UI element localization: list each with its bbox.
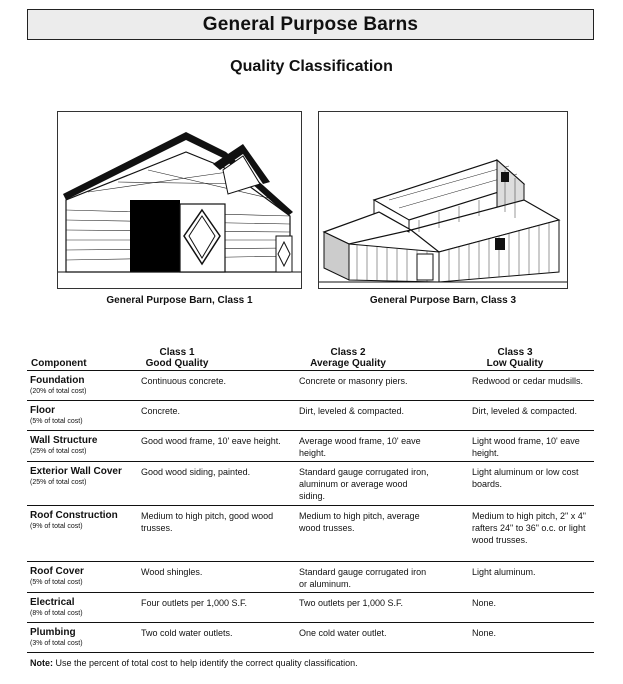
table-row xyxy=(27,622,594,652)
footnote xyxy=(30,658,358,668)
row-component: Roof Construction xyxy=(30,510,118,521)
row-class-2: Standard gauge corrugated iron, aluminum or average wood siding. xyxy=(299,467,429,501)
header-class-1-quality: Good Quality xyxy=(145,358,209,369)
row-class-2: One cold water outlet. xyxy=(299,628,387,638)
table-bottom-rule xyxy=(27,652,594,653)
header-class-3 xyxy=(460,347,570,369)
row-cost-pct: (8% of total cost) xyxy=(30,609,83,617)
header-class-3-name: Class 3 xyxy=(497,347,533,358)
footnote-text: Use the percent of total cost to help identify the correct quality classification. xyxy=(55,658,358,668)
page-title: General Purpose Barns xyxy=(202,13,419,35)
table-row xyxy=(27,461,594,505)
row-class-3: Medium to high pitch, 2" x 4" rafters 24" to 36" o.c. or light wood trusses. xyxy=(472,511,586,545)
barn-class-1-illustration xyxy=(57,111,302,289)
row-component: Floor xyxy=(30,405,55,416)
barn-class-1-caption: General Purpose Barn, Class 1 xyxy=(106,295,253,306)
row-class-2: Dirt, leveled & compacted. xyxy=(299,406,405,416)
header-class-1 xyxy=(122,347,232,369)
row-class-2: Medium to high pitch, average wood trusses. xyxy=(299,511,420,533)
header-class-2-name: Class 2 xyxy=(330,347,366,358)
row-class-3: Light aluminum or low cost boards. xyxy=(472,467,579,489)
table-row xyxy=(27,592,594,622)
row-component: Plumbing xyxy=(30,627,76,638)
row-class-3: None. xyxy=(472,598,497,608)
table-row xyxy=(27,505,594,561)
row-class-1: Good wood frame, 10' eave height. xyxy=(141,436,281,446)
row-class-2: Concrete or masonry piers. xyxy=(299,376,408,386)
table-row xyxy=(27,400,594,430)
table-row xyxy=(27,430,594,461)
header-class-2 xyxy=(293,347,403,369)
header-class-1-name: Class 1 xyxy=(159,347,195,358)
header-component: Component xyxy=(31,358,87,369)
row-class-2: Standard gauge corrugated iron or aluminum. xyxy=(299,567,427,589)
row-class-1: Four outlets per 1,000 S.F. xyxy=(141,598,248,608)
row-component: Electrical xyxy=(30,597,75,608)
row-cost-pct: (20% of total cost) xyxy=(30,387,87,395)
barn-class-3-caption: General Purpose Barn, Class 3 xyxy=(369,295,517,306)
row-class-2: Average wood frame, 10' eave height. xyxy=(299,436,421,458)
row-class-1: Continuous concrete. xyxy=(141,376,227,386)
row-component: Foundation xyxy=(30,375,85,386)
row-class-1: Medium to high pitch, good wood trusses. xyxy=(141,511,274,533)
row-class-1: Good wood siding, painted. xyxy=(141,467,251,477)
row-class-1: Concrete. xyxy=(141,406,181,416)
row-cost-pct: (25% of total cost) xyxy=(30,478,87,486)
row-class-1: Wood shingles. xyxy=(141,567,203,577)
table-row xyxy=(27,370,594,400)
page-subtitle: Quality Classification xyxy=(230,58,393,75)
row-class-2: Two outlets per 1,000 S.F. xyxy=(299,598,404,608)
header-class-2-quality: Average Quality xyxy=(310,358,386,369)
page-title-box xyxy=(27,9,594,40)
row-class-3: Light wood frame, 10' eave height. xyxy=(472,436,580,458)
row-cost-pct: (5% of total cost) xyxy=(30,578,83,586)
row-cost-pct: (3% of total cost) xyxy=(30,639,83,647)
row-class-3: Light aluminum. xyxy=(472,567,536,577)
barn-class-3-illustration xyxy=(318,111,568,289)
footnote-label: Note: xyxy=(30,658,53,668)
row-class-3: Redwood or cedar mudsills. xyxy=(472,376,584,386)
row-cost-pct: (25% of total cost) xyxy=(30,447,87,455)
row-component: Roof Cover xyxy=(30,566,84,577)
row-component: Wall Structure xyxy=(30,435,98,446)
row-class-3: Dirt, leveled & compacted. xyxy=(472,406,578,416)
row-component: Exterior Wall Cover xyxy=(30,466,122,477)
table-row xyxy=(27,561,594,592)
row-class-3: None. xyxy=(472,628,497,638)
row-cost-pct: (9% of total cost) xyxy=(30,522,83,530)
row-cost-pct: (5% of total cost) xyxy=(30,417,83,425)
row-class-1: Two cold water outlets. xyxy=(141,628,233,638)
header-class-3-quality: Low Quality xyxy=(486,358,544,369)
